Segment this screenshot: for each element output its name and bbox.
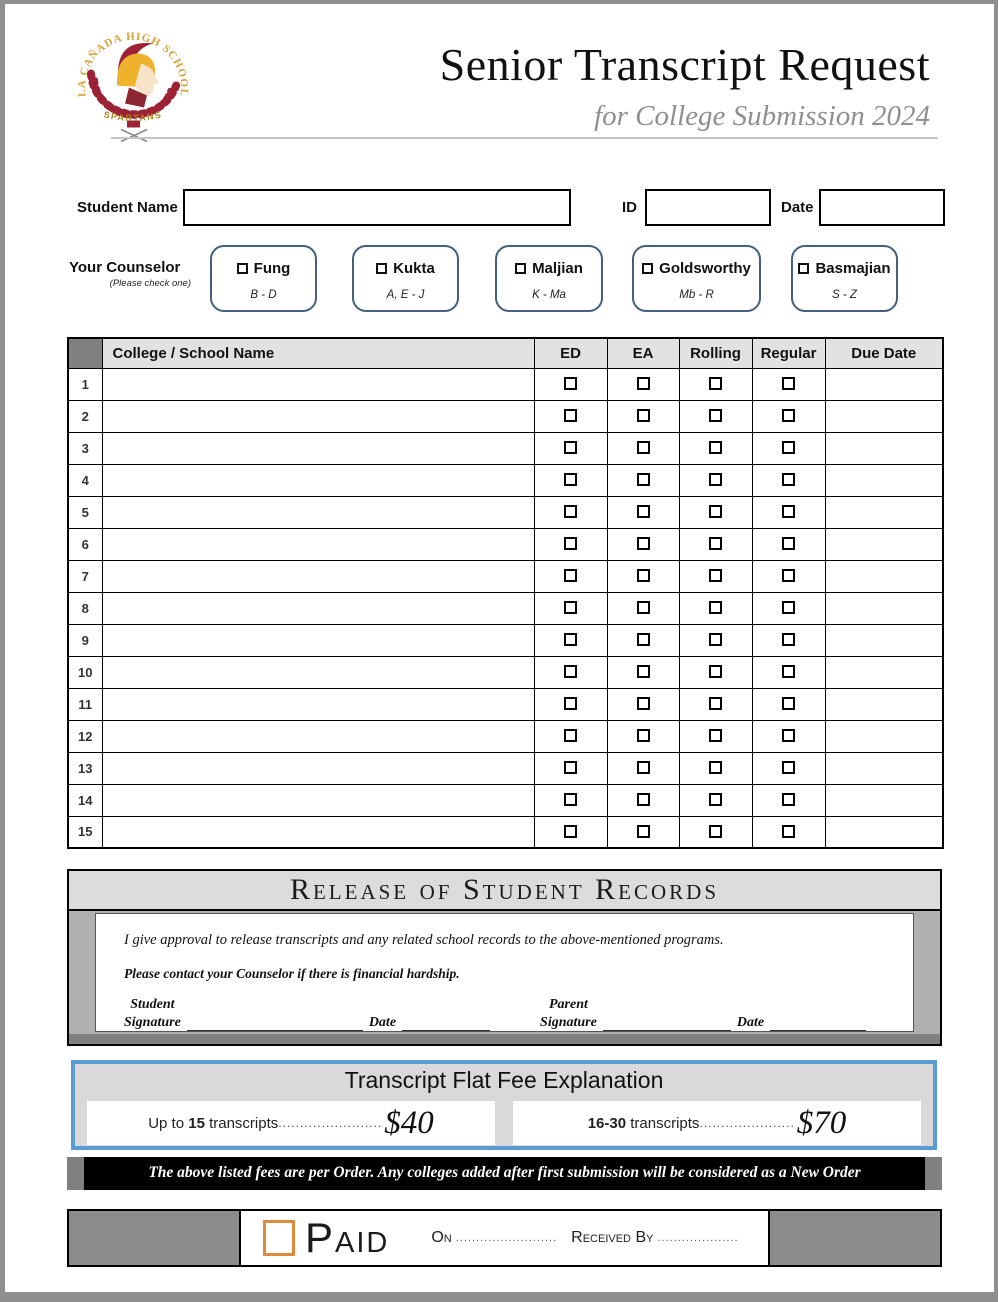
rolling-checkbox[interactable] — [709, 505, 722, 518]
row-number: 10 — [68, 656, 102, 688]
college-name-cell[interactable] — [102, 496, 534, 528]
regular-cell — [752, 688, 825, 720]
approval-text: I give approval to release transcripts and any related school records to the above-mentioned programs. — [124, 932, 724, 948]
ed-checkbox[interactable] — [564, 441, 577, 454]
rolling-checkbox[interactable] — [709, 633, 722, 646]
regular-checkbox[interactable] — [782, 601, 795, 614]
rolling-checkbox[interactable] — [709, 537, 722, 550]
fee-price-2: $70 — [796, 1104, 847, 1141]
ed-cell — [534, 720, 607, 752]
received-by-line[interactable]: .................... — [657, 1232, 739, 1244]
fung-checkbox[interactable] — [237, 263, 248, 274]
student-date-line[interactable] — [402, 1013, 490, 1031]
basmajian-checkbox[interactable] — [798, 263, 809, 274]
student-date-label: Date — [368, 1014, 397, 1030]
ea-cell — [607, 560, 679, 592]
regular-cell — [752, 496, 825, 528]
college-name-header: College / School Name — [102, 338, 534, 368]
parent-signature-label: Parent Signature — [540, 997, 597, 1030]
ea-cell — [607, 432, 679, 464]
ed-cell — [534, 752, 607, 784]
regular-cell — [752, 528, 825, 560]
rolling-checkbox[interactable] — [709, 793, 722, 806]
rolling-checkbox[interactable] — [709, 569, 722, 582]
regular-checkbox[interactable] — [782, 729, 795, 742]
rolling-header: Rolling — [679, 338, 752, 368]
rolling-checkbox[interactable] — [709, 825, 722, 838]
paid-section — [67, 1209, 942, 1267]
row-number: 2 — [68, 400, 102, 432]
ed-checkbox[interactable] — [564, 537, 577, 550]
regular-checkbox[interactable] — [782, 441, 795, 454]
parent-signature-line[interactable] — [603, 1013, 731, 1031]
ed-cell — [534, 624, 607, 656]
table-row — [68, 496, 943, 528]
college-name-cell[interactable] — [102, 752, 534, 784]
rolling-cell — [679, 624, 752, 656]
college-name-cell[interactable] — [102, 464, 534, 496]
row-number: 6 — [68, 528, 102, 560]
ed-checkbox[interactable] — [564, 377, 577, 390]
logo-school-name: LA CAÑADA HIGH SCHOOL — [75, 30, 191, 98]
date-field[interactable] — [819, 189, 945, 226]
fee-note: The above listed fees are per Order. Any colleges added after first submission will be considered as a New Order — [84, 1157, 925, 1190]
ea-cell — [607, 592, 679, 624]
ed-checkbox[interactable] — [564, 473, 577, 486]
row-number: 7 — [68, 560, 102, 592]
ea-cell — [607, 464, 679, 496]
ea-header: EA — [607, 338, 679, 368]
ed-header: ED — [534, 338, 607, 368]
rolling-cell — [679, 528, 752, 560]
regular-cell — [752, 752, 825, 784]
date-label: Date — [781, 199, 814, 216]
regular-checkbox[interactable] — [782, 505, 795, 518]
ed-checkbox[interactable] — [564, 825, 577, 838]
ea-cell — [607, 688, 679, 720]
regular-checkbox[interactable] — [782, 569, 795, 582]
college-table-body — [68, 368, 943, 848]
parent-date-label: Date — [736, 1014, 765, 1030]
student-name-field[interactable] — [183, 189, 571, 226]
ea-cell — [607, 624, 679, 656]
ed-checkbox[interactable] — [564, 761, 577, 774]
regular-cell — [752, 592, 825, 624]
ed-cell — [534, 656, 607, 688]
ed-cell — [534, 528, 607, 560]
ea-checkbox[interactable] — [637, 473, 650, 486]
ed-checkbox[interactable] — [564, 505, 577, 518]
regular-checkbox[interactable] — [782, 409, 795, 422]
college-name-cell[interactable] — [102, 784, 534, 816]
rolling-cell — [679, 368, 752, 400]
page-subtitle: for College Submission 2024 — [594, 100, 930, 132]
regular-cell — [752, 400, 825, 432]
ea-checkbox[interactable] — [637, 601, 650, 614]
counselor-label: Your Counselor (Please check one) — [69, 259, 191, 289]
fee-tier-1: Up to 15 transcripts ........................ $40 — [87, 1101, 495, 1145]
college-name-cell[interactable] — [102, 816, 534, 848]
regular-checkbox[interactable] — [782, 377, 795, 390]
college-name-cell[interactable] — [102, 624, 534, 656]
due-date-cell[interactable] — [825, 720, 943, 752]
ea-checkbox[interactable] — [637, 793, 650, 806]
counselor-option-basmajian[interactable]: Basmajian S - Z — [791, 245, 898, 312]
row-number: 11 — [68, 688, 102, 720]
ea-cell — [607, 720, 679, 752]
rolling-cell — [679, 720, 752, 752]
due-date-cell[interactable] — [825, 688, 943, 720]
regular-checkbox[interactable] — [782, 825, 795, 838]
due-date-cell[interactable] — [825, 752, 943, 784]
due-date-cell[interactable] — [825, 400, 943, 432]
table-row — [68, 592, 943, 624]
student-signature-label: Student Signature — [124, 997, 181, 1030]
due-date-header: Due Date — [825, 338, 943, 368]
regular-cell — [752, 464, 825, 496]
corner-header-cell — [68, 338, 102, 368]
table-row — [68, 624, 943, 656]
fee-note-row — [67, 1157, 942, 1190]
paid-on-label: On — [431, 1229, 452, 1246]
parent-date-line[interactable] — [770, 1013, 866, 1031]
fee-price-1: $40 — [384, 1104, 434, 1141]
due-date-cell[interactable] — [825, 624, 943, 656]
maljian-checkbox[interactable] — [515, 263, 526, 274]
hardship-text: Please contact your Counselor if there is financial hardship. — [124, 966, 460, 981]
rolling-checkbox[interactable] — [709, 377, 722, 390]
regular-cell — [752, 720, 825, 752]
table-row — [68, 368, 943, 400]
row-number: 9 — [68, 624, 102, 656]
ed-checkbox[interactable] — [564, 665, 577, 678]
table-row — [68, 432, 943, 464]
ea-checkbox[interactable] — [637, 505, 650, 518]
ea-checkbox[interactable] — [637, 569, 650, 582]
goldsworthy-checkbox[interactable] — [642, 263, 653, 274]
rolling-cell — [679, 656, 752, 688]
counselor-option-goldsworthy[interactable]: Goldsworthy Mb - R — [632, 245, 761, 312]
student-name-label: Student Name — [77, 199, 178, 216]
regular-header: Regular — [752, 338, 825, 368]
due-date-cell[interactable] — [825, 592, 943, 624]
ea-cell — [607, 400, 679, 432]
rolling-checkbox[interactable] — [709, 697, 722, 710]
due-date-cell[interactable] — [825, 368, 943, 400]
college-name-cell[interactable] — [102, 592, 534, 624]
table-row — [68, 784, 943, 816]
college-name-cell[interactable] — [102, 688, 534, 720]
ed-cell — [534, 592, 607, 624]
ed-checkbox[interactable] — [564, 409, 577, 422]
ed-cell — [534, 400, 607, 432]
row-number: 4 — [68, 464, 102, 496]
regular-checkbox[interactable] — [782, 665, 795, 678]
counselor-option-fung[interactable]: Fung B - D — [210, 245, 317, 312]
ed-cell — [534, 784, 607, 816]
rolling-cell — [679, 400, 752, 432]
page-title: Senior Transcript Request — [439, 39, 930, 90]
rolling-checkbox[interactable] — [709, 441, 722, 454]
table-header-row — [68, 338, 943, 368]
college-name-cell[interactable] — [102, 656, 534, 688]
regular-checkbox[interactable] — [782, 537, 795, 550]
counselor-option-kukta[interactable]: Kukta A, E - J — [352, 245, 459, 312]
ed-cell — [534, 464, 607, 496]
regular-cell — [752, 368, 825, 400]
row-number: 15 — [68, 816, 102, 848]
release-body — [95, 913, 914, 1032]
regular-cell — [752, 656, 825, 688]
regular-checkbox[interactable] — [782, 633, 795, 646]
due-date-cell[interactable] — [825, 784, 943, 816]
ed-checkbox[interactable] — [564, 601, 577, 614]
regular-cell — [752, 560, 825, 592]
ed-checkbox[interactable] — [564, 569, 577, 582]
rolling-checkbox[interactable] — [709, 601, 722, 614]
due-date-cell[interactable] — [825, 656, 943, 688]
fee-section — [71, 1060, 937, 1150]
ea-checkbox[interactable] — [637, 377, 650, 390]
ed-checkbox[interactable] — [564, 633, 577, 646]
rolling-cell — [679, 752, 752, 784]
regular-cell — [752, 624, 825, 656]
ea-checkbox[interactable] — [637, 665, 650, 678]
signature-row — [124, 996, 885, 1031]
counselor-option-maljian[interactable]: Maljian K - Ma — [495, 245, 603, 312]
release-title: Release of Student Records — [69, 871, 940, 911]
table-row — [68, 400, 943, 432]
regular-cell — [752, 816, 825, 848]
college-name-cell[interactable] — [102, 720, 534, 752]
rolling-cell — [679, 816, 752, 848]
due-date-cell[interactable] — [825, 432, 943, 464]
ea-checkbox[interactable] — [637, 761, 650, 774]
rolling-cell — [679, 560, 752, 592]
college-name-cell[interactable] — [102, 560, 534, 592]
rolling-checkbox[interactable] — [709, 729, 722, 742]
table-row — [68, 464, 943, 496]
ed-checkbox[interactable] — [564, 697, 577, 710]
paid-on-line[interactable]: ......................... — [455, 1232, 558, 1244]
rolling-cell — [679, 592, 752, 624]
ed-checkbox[interactable] — [564, 729, 577, 742]
ea-checkbox[interactable] — [637, 825, 650, 838]
regular-checkbox[interactable] — [782, 793, 795, 806]
table-row — [68, 560, 943, 592]
student-signature-line[interactable] — [187, 1013, 363, 1031]
release-section — [67, 869, 942, 1046]
ea-checkbox[interactable] — [637, 633, 650, 646]
ea-checkbox[interactable] — [637, 729, 650, 742]
fee-tier-2: 16-30 transcripts ...................... $70 — [513, 1101, 921, 1145]
ea-cell — [607, 816, 679, 848]
ed-cell — [534, 496, 607, 528]
college-name-cell[interactable] — [102, 528, 534, 560]
due-date-cell[interactable] — [825, 560, 943, 592]
rolling-checkbox[interactable] — [709, 409, 722, 422]
ed-cell — [534, 432, 607, 464]
regular-cell — [752, 432, 825, 464]
regular-cell — [752, 784, 825, 816]
ea-cell — [607, 752, 679, 784]
row-number: 14 — [68, 784, 102, 816]
row-number: 3 — [68, 432, 102, 464]
row-number: 1 — [68, 368, 102, 400]
table-row — [68, 720, 943, 752]
ea-cell — [607, 784, 679, 816]
id-label: ID — [622, 199, 637, 216]
paid-checkbox[interactable] — [263, 1220, 295, 1256]
college-name-cell[interactable] — [102, 368, 534, 400]
row-number: 5 — [68, 496, 102, 528]
table-row — [68, 688, 943, 720]
table-row — [68, 752, 943, 784]
paid-label: Paid — [305, 1214, 390, 1261]
table-row — [68, 816, 943, 848]
regular-checkbox[interactable] — [782, 761, 795, 774]
row-number: 8 — [68, 592, 102, 624]
college-name-cell[interactable] — [102, 432, 534, 464]
ea-checkbox[interactable] — [637, 441, 650, 454]
received-by-label: Received By — [571, 1229, 654, 1246]
rolling-cell — [679, 784, 752, 816]
ed-cell — [534, 688, 607, 720]
rolling-cell — [679, 496, 752, 528]
table-row — [68, 528, 943, 560]
due-date-cell[interactable] — [825, 464, 943, 496]
ed-cell — [534, 560, 607, 592]
college-name-cell[interactable] — [102, 400, 534, 432]
rolling-checkbox[interactable] — [709, 473, 722, 486]
ed-cell — [534, 368, 607, 400]
regular-checkbox[interactable] — [782, 697, 795, 710]
due-date-cell[interactable] — [825, 528, 943, 560]
ea-checkbox[interactable] — [637, 697, 650, 710]
rolling-checkbox[interactable] — [709, 761, 722, 774]
ed-checkbox[interactable] — [564, 793, 577, 806]
rolling-checkbox[interactable] — [709, 665, 722, 678]
ea-cell — [607, 368, 679, 400]
release-bottom-bar — [69, 1034, 940, 1044]
row-number: 12 — [68, 720, 102, 752]
due-date-cell[interactable] — [825, 816, 943, 848]
rolling-cell — [679, 432, 752, 464]
fee-title: Transcript Flat Fee Explanation — [344, 1067, 664, 1093]
regular-checkbox[interactable] — [782, 473, 795, 486]
ea-cell — [607, 656, 679, 688]
ea-cell — [607, 528, 679, 560]
id-field[interactable] — [645, 189, 771, 226]
header-divider — [111, 137, 938, 139]
logo-mascot: SPARTANS — [102, 109, 164, 124]
ea-cell — [607, 496, 679, 528]
row-number: 13 — [68, 752, 102, 784]
ea-checkbox[interactable] — [637, 537, 650, 550]
kukta-checkbox[interactable] — [376, 263, 387, 274]
ed-cell — [534, 816, 607, 848]
table-row — [68, 656, 943, 688]
college-table — [67, 337, 944, 849]
due-date-cell[interactable] — [825, 496, 943, 528]
rolling-cell — [679, 688, 752, 720]
rolling-cell — [679, 464, 752, 496]
ea-checkbox[interactable] — [637, 409, 650, 422]
school-logo — [73, 22, 193, 150]
